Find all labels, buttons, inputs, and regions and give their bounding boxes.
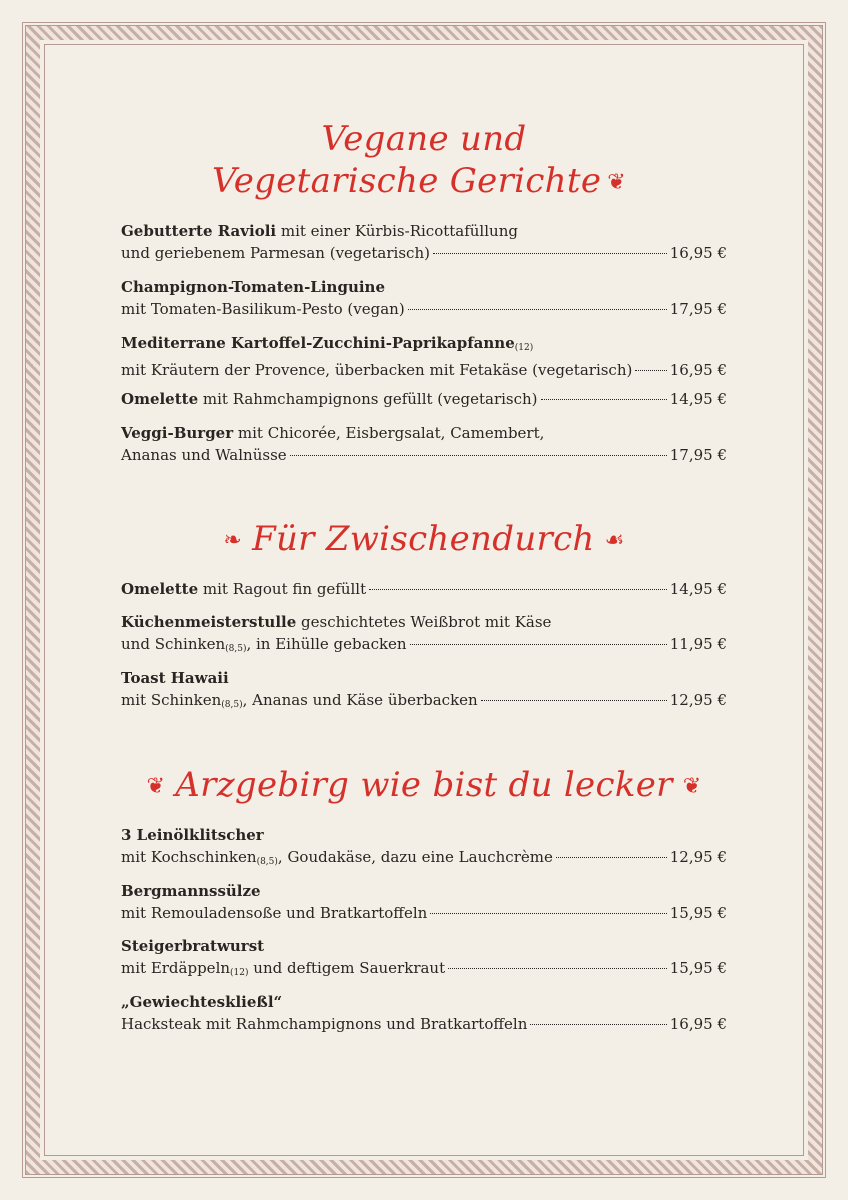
item-price: 16,95 €	[669, 1015, 727, 1033]
menu-item	[121, 388, 727, 410]
dot-leader	[433, 252, 667, 254]
item-price: 11,95 €	[669, 635, 727, 653]
item-price: 17,95 €	[669, 446, 727, 464]
dot-leader	[481, 699, 667, 701]
allergen-note: (12)	[514, 343, 534, 353]
item-name: Mediterrane Kartoffel-Zucchini-Paprikapfanne	[121, 334, 515, 352]
item-price: 12,95 €	[669, 691, 727, 709]
item-price: 12,95 €	[669, 848, 727, 866]
item-desc-line2: und geriebenem Parmesan (vegetarisch)	[121, 244, 430, 262]
menu-item	[121, 220, 727, 264]
item-name: Toast Hawaii	[121, 669, 229, 687]
allergen-note: (8,5)	[225, 644, 247, 654]
item-name: „Gewiechteskließl“	[121, 993, 283, 1011]
section-title-arzgebirg	[121, 764, 727, 808]
leaf-ornament-icon: ❦	[146, 774, 166, 799]
item-desc-line2-rest: und deftigem Sauerkraut	[248, 959, 446, 977]
item-desc-line2: mit Tomaten-Basilikum-Pesto (vegan)	[121, 300, 405, 318]
item-desc-line2: mit Erdäppeln	[121, 959, 231, 977]
allergen-note: (12)	[230, 968, 249, 978]
item-name: Veggi-Burger	[121, 424, 234, 442]
menu-item	[121, 276, 727, 320]
dot-leader	[369, 588, 667, 590]
item-name: Champignon-Tomaten-Linguine	[121, 278, 386, 296]
item-desc: mit Rahmchampignons gefüllt (vegetarisch)	[198, 390, 538, 408]
dot-leader	[410, 643, 667, 645]
menu-item	[121, 422, 727, 466]
dot-leader	[541, 398, 667, 400]
dot-leader	[290, 454, 667, 456]
item-name: Omelette	[121, 580, 199, 598]
item-name: Gebutterte Ravioli	[121, 222, 277, 240]
item-desc-line2-rest: , Ananas und Käse überbacken	[242, 691, 478, 709]
dot-leader	[448, 967, 667, 969]
item-price: 15,95 €	[669, 904, 727, 922]
item-desc-line2: mit Remouladensoße und Bratkartoffeln	[121, 904, 428, 922]
menu-item	[121, 824, 727, 873]
section-title: Für Zwischendurch	[252, 519, 595, 559]
menu-item	[121, 880, 727, 924]
section-title-zwischendurch	[121, 518, 727, 562]
section-title-line-2: Vegetarische Gerichte ❦	[121, 160, 727, 204]
page-border-inner	[44, 44, 804, 1156]
item-desc-line2: mit Kräutern der Provence, überbacken mit Fetakäse (vegetarisch)	[121, 361, 633, 379]
item-name: Bergmannssülze	[121, 882, 261, 900]
item-name: 3 Leinölklitscher	[121, 826, 264, 844]
item-desc: geschichtetes Weißbrot mit Käse	[296, 613, 552, 631]
dot-leader	[430, 912, 666, 914]
item-name: Küchenmeisterstulle	[121, 613, 297, 631]
item-desc: mit einer Kürbis-Ricottafüllung	[276, 222, 518, 240]
leaf-ornament-icon: ❦	[682, 774, 702, 799]
section-title-line-1: Vegane und	[321, 119, 527, 159]
item-price: 17,95 €	[669, 300, 727, 318]
item-price: 16,95 €	[669, 361, 727, 379]
item-name: Steigerbratwurst	[121, 937, 265, 955]
dot-leader	[556, 856, 667, 858]
item-price: 15,95 €	[669, 959, 727, 977]
item-desc-line2: und Schinken	[121, 635, 226, 653]
item-desc-line2: Hacksteak mit Rahmchampignons und Bratkartoffeln	[121, 1015, 528, 1033]
item-desc-line2-rest: , Goudakäse, dazu eine Lauchcrème	[277, 848, 553, 866]
item-desc-line2-rest: , in Eihülle gebacken	[246, 635, 407, 653]
menu-item	[121, 578, 727, 600]
chili-ornament-icon: ❦	[607, 170, 626, 195]
leaf-ornament-icon: ❧	[223, 528, 243, 553]
item-name: Omelette	[121, 390, 199, 408]
menu-item	[121, 991, 727, 1035]
item-price: 16,95 €	[669, 244, 727, 262]
dot-leader	[635, 369, 666, 371]
item-desc: mit Ragout fin gefüllt	[198, 580, 367, 598]
dot-leader	[408, 308, 667, 310]
menu-item	[121, 332, 727, 381]
section-title-vegan	[121, 118, 727, 204]
item-desc: mit Chicorée, Eisbergsalat, Camembert,	[233, 424, 545, 442]
section-title: Arzgebirg wie bist du lecker	[175, 765, 673, 805]
menu-item	[121, 611, 727, 660]
menu-item	[121, 935, 727, 984]
item-desc-line2: mit Kochschinken	[121, 848, 257, 866]
dot-leader	[530, 1023, 666, 1025]
allergen-note: (8,5)	[221, 700, 243, 710]
allergen-note: (8,5)	[256, 857, 278, 867]
item-price: 14,95 €	[669, 390, 727, 408]
item-desc-line2: mit Schinken	[121, 691, 222, 709]
item-price: 14,95 €	[669, 580, 727, 598]
item-desc-line2: Ananas und Walnüsse	[121, 446, 287, 464]
leaf-ornament-icon: ☙	[604, 528, 625, 553]
menu-item	[121, 667, 727, 716]
